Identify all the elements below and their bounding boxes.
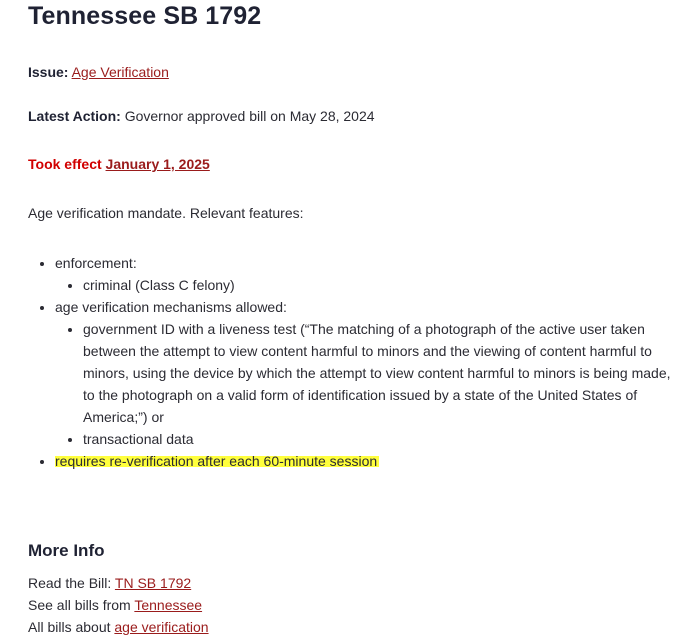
list-item: • criminal (Class C felony) bbox=[83, 274, 673, 296]
read-bill-link[interactable]: TN SB 1792 bbox=[114, 575, 192, 591]
page-title: Tennessee SB 1792 bbox=[28, 2, 262, 30]
topic-bills-link[interactable]: age verification bbox=[114, 619, 209, 635]
mechanisms-sublist bbox=[55, 318, 673, 450]
latest-action-row bbox=[28, 108, 375, 124]
issue-link[interactable]: Age Verification bbox=[71, 64, 169, 80]
took-effect-label: Took effect bbox=[28, 156, 102, 172]
state-bills-row bbox=[28, 594, 202, 616]
latest-action-value: Governor approved bill on May 28, 2024 bbox=[124, 108, 375, 124]
list-item: • transactional data bbox=[83, 428, 673, 450]
read-bill-prefix: Read the Bill: bbox=[28, 575, 112, 591]
enforcement-label: enforcement: bbox=[55, 255, 137, 271]
read-bill-row bbox=[28, 572, 191, 594]
topic-bills-row bbox=[28, 616, 209, 638]
took-effect-row bbox=[28, 156, 210, 172]
list-item-reverification bbox=[55, 450, 673, 472]
topic-bills-prefix: All bills about bbox=[28, 619, 111, 635]
features-list bbox=[28, 252, 673, 472]
state-bills-prefix: See all bills from bbox=[28, 597, 131, 613]
highlighted-text: requires re-verification after each 60-minute session bbox=[55, 453, 378, 469]
list-item: • government ID with a liveness test (“The matching of a photograph of the active user taken between the attempt to view content harmful to minors and the viewing of content harmful to minors, using the device by which the attempt to view content harmful to minors is being made, to the photograph on a valid form of identification issued by a state of the United States of America;”) or bbox=[83, 318, 673, 428]
list-item-mechanisms bbox=[55, 296, 673, 450]
more-info-heading: More Info bbox=[28, 541, 105, 560]
took-effect-date-link[interactable]: January 1, 2025 bbox=[105, 156, 210, 172]
intro-text: Age verification mandate. Relevant features: bbox=[28, 205, 304, 221]
mechanisms-label: age verification mechanisms allowed: bbox=[55, 299, 287, 315]
issue-row bbox=[28, 64, 169, 80]
issue-label: Issue: bbox=[28, 64, 69, 80]
list-item-enforcement bbox=[55, 252, 673, 296]
enforcement-sublist bbox=[55, 274, 673, 296]
latest-action-label: Latest Action: bbox=[28, 108, 121, 124]
state-bills-link[interactable]: Tennessee bbox=[134, 597, 203, 613]
